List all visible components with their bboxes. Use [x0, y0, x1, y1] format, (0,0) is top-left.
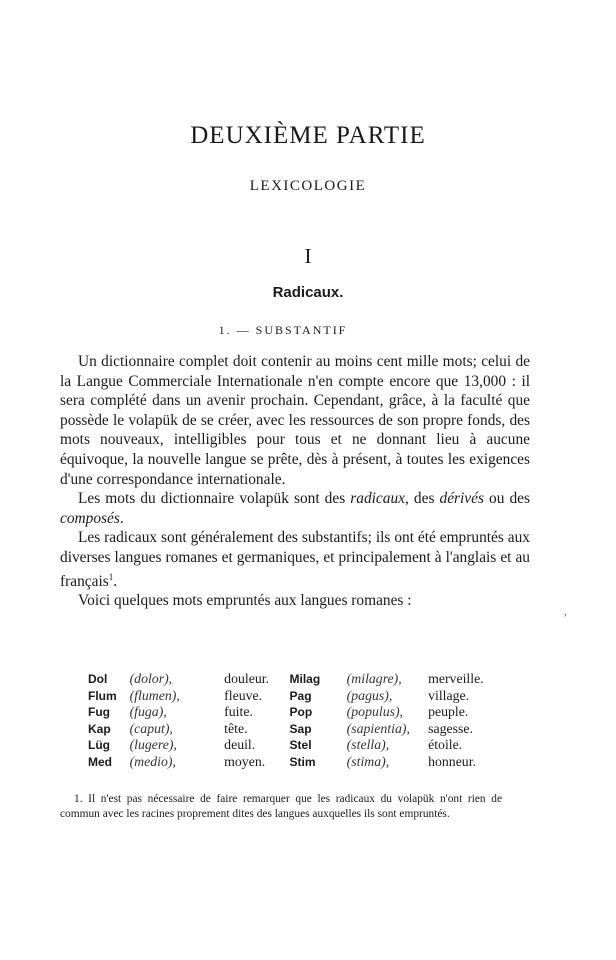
- table-row: [88, 671, 488, 688]
- french-meaning: douleur.: [224, 671, 270, 686]
- vocab-word: Pag: [289, 688, 312, 703]
- latin-source: (medio),: [129, 753, 176, 769]
- paragraph-3: [60, 528, 530, 591]
- french-meaning: honneur.: [428, 753, 476, 769]
- paragraph-1: Un dictionnaire complet doit contenir au moins cent mille mots; celui de la Langue Commerciale Internationale n'en compte encore que 13,000 : il sera complété dans un avenir prochain. Cependant, grâce, à la faculté que possède le volapük de se créer, avec les ressources de son propre fonds, des mots nouveaux, intelligibles pour tous et ne donnant lieu à aucune équivoque, la nouvelle langue se prête, dès à présent, à toutes les exigences d'une correspondance internationale.: [60, 353, 530, 488]
- latin-source: (sapientia),: [346, 720, 410, 736]
- subsection-heading: 1. — SUBSTANTIF: [218, 323, 348, 337]
- vocab-word: Fug: [88, 705, 110, 720]
- latin-source: (stella),: [346, 737, 390, 753]
- french-meaning: fleuve.: [224, 687, 263, 703]
- latin-source: (dolor),: [129, 671, 173, 686]
- margin-mark: ,: [564, 606, 567, 618]
- p2-text: .: [119, 509, 124, 527]
- vocabulary-table: [88, 671, 488, 771]
- latin-source: (flumen),: [129, 687, 180, 703]
- french-meaning: village.: [428, 687, 470, 703]
- part-title: DEUXIÈME PARTIE: [190, 122, 426, 149]
- french-meaning: fuite.: [224, 704, 253, 720]
- latin-source: (fuga),: [129, 704, 167, 720]
- paragraph-4: Voici quelques mots empruntés aux langues romanes :: [78, 592, 412, 610]
- p3-text: Les radicaux sont généralement des substantifs; ils ont été empruntés aux diverses langues romanes et germaniques, et principalement à l'anglais et au français: [60, 529, 530, 590]
- p2-italic-radicaux: radicaux: [350, 490, 405, 508]
- p2-italic-composes: composés: [60, 509, 120, 527]
- p2-text: ou des: [483, 490, 530, 508]
- latin-source: (pagus),: [346, 687, 393, 703]
- table-row: [88, 688, 488, 705]
- vocab-word: Lüg: [88, 738, 110, 753]
- latin-source: (milagre),: [346, 671, 402, 686]
- french-meaning: étoile.: [428, 737, 463, 753]
- french-meaning: tête.: [224, 720, 248, 736]
- vocab-word: Dol: [88, 672, 108, 686]
- p2-italic-derives: dérivés: [439, 490, 484, 508]
- table-row: [88, 721, 488, 738]
- p3-end: .: [113, 572, 118, 590]
- footnote-ref: 1: [108, 571, 114, 582]
- vocab-word: Pop: [289, 705, 313, 720]
- latin-source: (caput),: [129, 720, 173, 736]
- chapter-number: I: [304, 244, 312, 268]
- p2-text: , des: [405, 490, 440, 508]
- vocab-word: Sap: [289, 721, 312, 736]
- vocab-word: Med: [88, 754, 112, 769]
- vocab-word: Stel: [289, 738, 312, 753]
- footnote-text: 1. Il n'est pas nécessaire de faire remarquer que les radicaux du volapük n'ont rien de commun avec les racines proprement dites des langues auxquelles ils sont empruntés.: [60, 793, 502, 820]
- chapter-title: Radicaux.: [272, 284, 344, 301]
- vocab-word: Flum: [88, 688, 117, 703]
- french-meaning: peuple.: [428, 704, 469, 720]
- latin-source: (populus),: [346, 704, 404, 720]
- latin-source: (stima),: [346, 753, 390, 769]
- table-row: [88, 754, 488, 771]
- table-row: [88, 737, 488, 754]
- french-meaning: deuil.: [224, 737, 256, 753]
- vocab-word: Kap: [88, 721, 111, 736]
- body-text: [60, 352, 530, 611]
- table-row: [88, 704, 488, 721]
- footnote: [60, 792, 502, 822]
- french-meaning: moyen.: [224, 753, 266, 769]
- french-meaning: sagesse.: [428, 720, 473, 736]
- vocab-word: Milag: [289, 672, 321, 686]
- paragraph-2: [60, 489, 530, 528]
- section-title: LEXICOLOGIE: [249, 178, 367, 194]
- latin-source: (lugere),: [129, 737, 177, 753]
- vocab-word: Stim: [289, 754, 316, 769]
- french-meaning: merveille.: [428, 671, 484, 686]
- p2-text: Les mots du dictionnaire volapük sont des: [78, 490, 351, 508]
